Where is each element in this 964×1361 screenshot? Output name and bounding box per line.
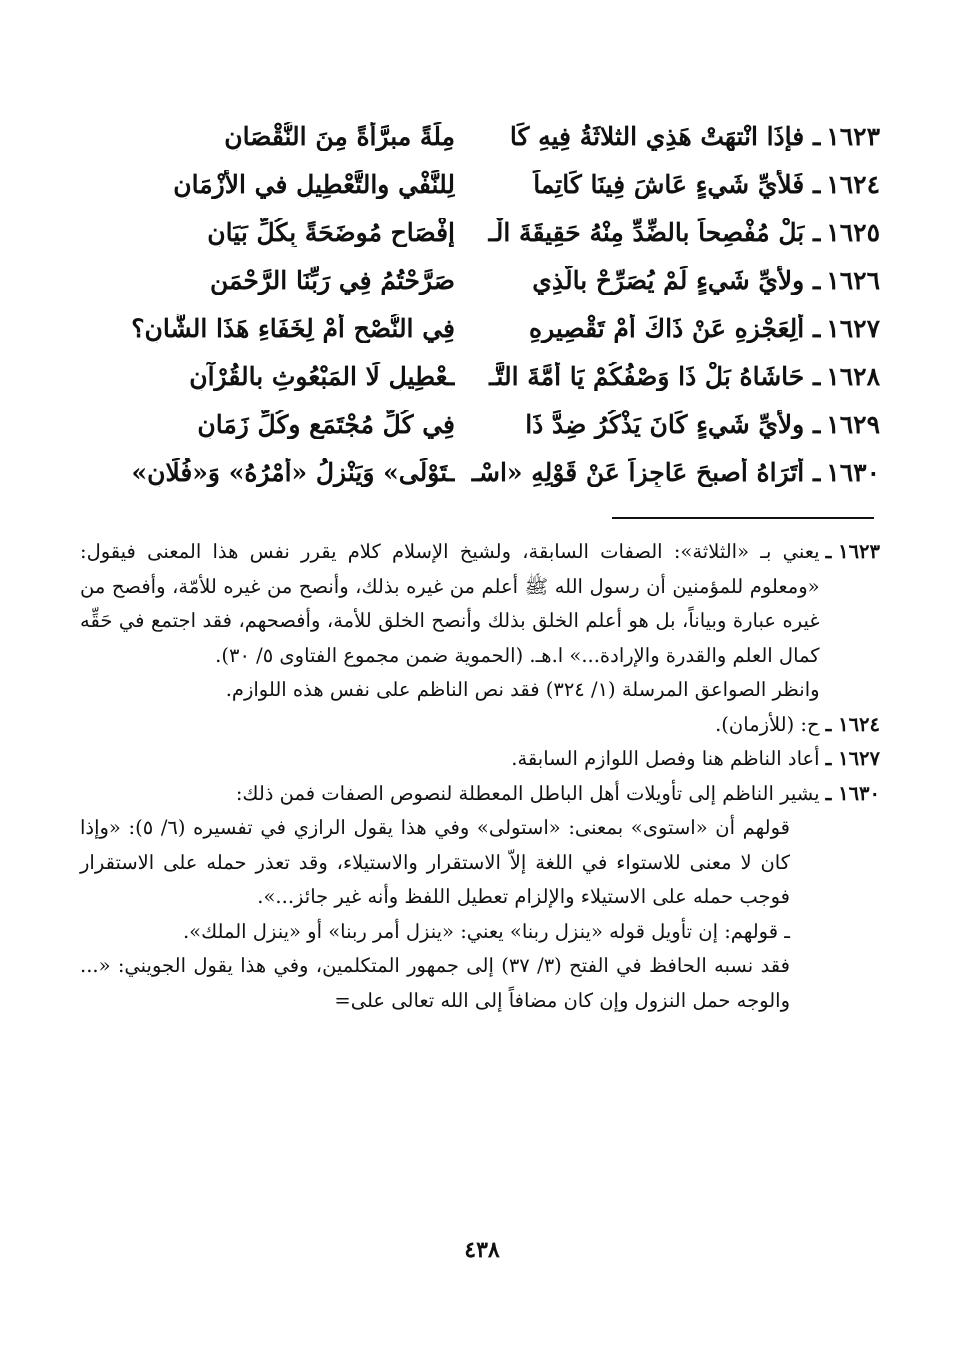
verse-number: ١٦٢٥ [826,217,880,247]
footnote-number: ١٦٢٧ ـ [825,747,880,770]
hemistich-text: أتَرَاهُ أصبحَ عَاجِزاً عَنْ قَوْلِهِ «اسْـ [471,457,805,487]
verse-first-hemistich: ١٦٢٣ـ فإذَا انْتهَتْ هَذِي الثلاثَةُ فِيهِ كَا [509,121,880,151]
hemistich-text: حَاشَاهُ بَلْ ذَا وَصْفُكُمْ يَا أمَّةَ التَّـ [489,361,805,391]
verse-first-hemistich: ١٦٢٦ـ ولأيِّ شَيءٍ لَمْ يُصَرِّحْ بالَّذِي [532,265,880,295]
poem-verses [70,112,880,496]
verse-second-hemistich: إفْصَاحِ مُوضَحَةً بِكُلِّ بَيَانِ [207,217,455,247]
verse-first-hemistich: ١٦٢٩ـ ولأيِّ شَيءٍ كَانَ يَذْكُرُ ضِدَّ ذَا [525,409,880,439]
verse-second-hemistich: صَرَّحْتُمُ فِي رَبِّنَا الرَّحْمَنِ [209,265,455,295]
footnote-paragraph: ح: (للأزمان). [715,712,820,736]
verse-first-hemistich: ١٦٢٧ـ ألِعَجْزِهِ عَنْ ذَاكَ أمْ تَقْصِيرِهِ [529,313,880,343]
verse-first-hemistich: ١٦٢٥ـ بَلْ مُفْصِحاً بالضِّدِّ مِنْهُ حَقِيقَةَ الْـ [488,217,880,247]
footnote-number: ١٦٣٠ ـ [825,781,880,805]
hemistich-text: ولأيِّ شَيءٍ لَمْ يُصَرِّحْ بالَّذِي [532,265,805,295]
verse-number: ١٦٢٨ [826,361,880,391]
footnote-number: ١٦٢٣ ـ [825,540,880,563]
verse-line [70,112,880,160]
verse-line [70,304,880,352]
verse-line [70,256,880,304]
footnote-number: ١٦٢٤ ـ [825,712,880,736]
verse-second-hemistich: مِلَةً مبرَّأةً مِنَ النُّقْصَانِ [224,121,455,151]
verse-line [70,208,880,256]
verse-number: ١٦٢٦ [826,265,880,295]
verse-line [70,448,880,496]
verse-second-hemistich: لِلنَّفْيِ والتَّعْطِيلِ في الأزْمَانِ [173,169,455,199]
footnote [80,535,880,708]
verse-number: ١٦٢٤ [826,169,880,199]
footnote-subparagraph: فقد نسبه الحافظ في الفتح (٣/ ٣٧) إلى جمهور المتكلمين، وفي هذا يقول الجويني: «... والوجه حمل النزول وإن كان مضافاً إلى الله تعالى على= [80,954,790,1012]
verse-second-hemistich: ـتَوْلَى» وَيَنْزِلُ «أمْرُهُ» وَ«فُلَانِ» [131,457,455,487]
footnote-paragraph: يعني بـ «الثلاثة»: الصفات السابقة، ولشيخ الإسلام كلام يقرر نفس هذا المعنى فيقول: «ومعلوم للمؤمنين أن رسول الله ﷺ أعلم من غيره بذلك، وأنصح من غيره للأمّة، وأفصح من غيره عبارة وبياناً، بل هو أعلم الخلق بذلك وأنصح الخلق للأمة، وأفصحهم، فقد اجتمع في حَقِّه كمال العلم والقدرة والإرادة...» ا.هـ. (الحموية ضمن مجموع الفتاوى ٥/ ٣٠). [80,540,820,667]
footnote-body [80,535,820,708]
verse-second-hemistich: فِي كُلِّ مُجْتَمَعٍ وكُلِّ زَمَانِ [197,409,455,439]
verse-first-hemistich: ١٦٢٤ـ فَلأَيِّ شَيءٍ عَاشَ فِينَا كَاتِماً [533,169,880,199]
footnote [80,708,880,743]
footnote-separator [612,517,874,519]
footnote-paragraph: وانظر الصواعق المرسلة (١/ ٣٢٤) فقد نص الناظم على نفس هذه اللوازم. [225,678,820,701]
footnote-subparagraph: قولهم أن «استوى» بمعنى: «استولى» وفي هذا يقول الرازي في تفسيره (٦/ ٥): «وإذا كان لا معنى للاستواء في اللغة إلاّ الاستقرار والاستيلاء، وقد تعذر حمله على الاستقرار فوجب حمله على الاستيلاء والإلزام تعطيل اللفظ وأنه غير جائز...». [80,816,790,908]
footnotes [80,535,880,1018]
footnote-body [80,777,820,812]
footnote-subparagraph: ـ قولهم: إن تأويل قوله «ينزل ربنا» يعني: «ينزل أمر ربنا» أو «ينزل الملك». [182,919,790,943]
footnote-paragraph: يشير الناظم إلى تأويلات أهل الباطل المعطلة لنصوص الصفات فمن ذلك: [235,781,820,805]
hemistich-text: فإذَا انْتهَتْ هَذِي الثلاثَةُ فِيهِ كَا [509,121,805,151]
hemistich-text: ألِعَجْزِهِ عَنْ ذَاكَ أمْ تَقْصِيرِهِ [529,313,805,343]
page-number: ٤٣٨ [464,1237,500,1263]
verse-second-hemistich: فِي النُّصْحِ أمْ لِخَفَاءِ هَذَا الشَّانِ؟ [131,313,455,343]
verse-number: ١٦٢٣ [826,121,880,151]
verse-line [70,400,880,448]
verse-number: ١٦٣٠ [826,457,880,487]
footnote-body [80,742,820,777]
footnote [80,777,880,812]
verse-second-hemistich: ـعْطِيلِ لَا المَبْعُوثِ بالقُرْآنِ [189,361,455,391]
verse-first-hemistich: ١٦٢٨ـ حَاشَاهُ بَلْ ذَا وَصْفُكُمْ يَا أمَّةَ التَّـ [489,361,880,391]
verse-line [70,160,880,208]
footnote-paragraph: أعاد الناظم هنا وفصل اللوازم السابقة. [511,747,820,770]
hemistich-text: فَلأَيِّ شَيءٍ عَاشَ فِينَا كَاتِماً [533,169,805,199]
verse-first-hemistich: ١٦٣٠ـ أتَرَاهُ أصبحَ عَاجِزاً عَنْ قَوْلِهِ «اسْـ [471,457,880,487]
verse-number: ١٦٢٩ [826,409,880,439]
verse-line [70,352,880,400]
footnote [80,742,880,777]
hemistich-text: بَلْ مُفْصِحاً بالضِّدِّ مِنْهُ حَقِيقَةَ الْـ [488,217,805,247]
hemistich-text: ولأيِّ شَيءٍ كَانَ يَذْكُرُ ضِدَّ ذَا [525,409,805,439]
verse-number: ١٦٢٧ [826,313,880,343]
footnote-body [80,708,820,743]
